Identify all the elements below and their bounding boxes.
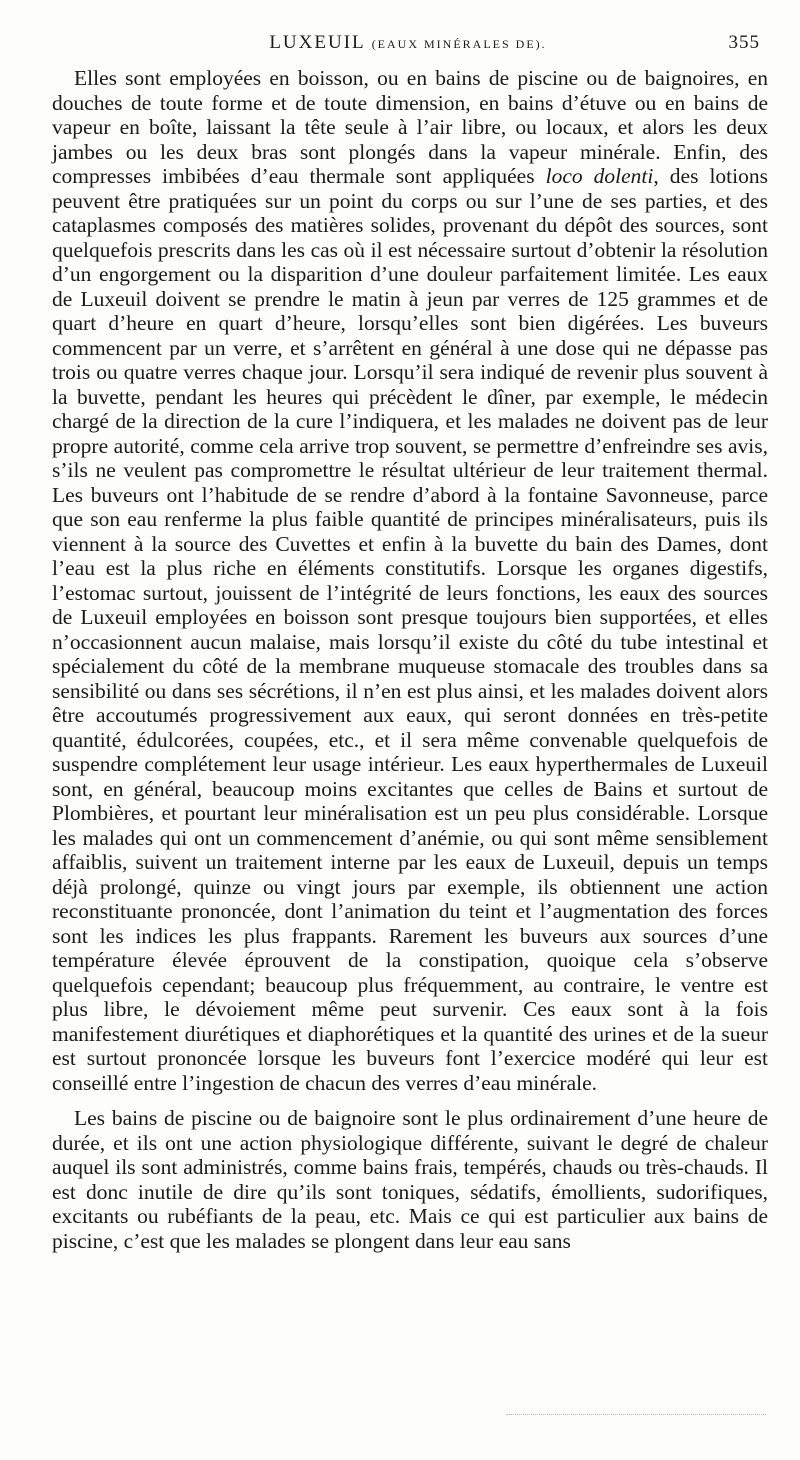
paragraph-1-part-1: Elles sont employées en boisson, ou en bains de piscine ou de baignoires, en douches de toute forme et de toute dimension, en bains d’étuve ou en bains de vapeur en boîte, laissant la tête seule à l’air libre, ou locaux, et alors les deux jambes ou les deux bras sont plongés dans la vapeur minérale. Enfin, des compresses imbibées d’eau thermale sont appliquées <box>52 66 768 188</box>
body-text <box>52 66 768 1253</box>
running-head <box>52 32 764 54</box>
page-number: 355 <box>728 32 760 53</box>
footer-rule <box>506 1414 766 1417</box>
paragraph-1-part-2: , des lotions peuvent être pratiquées sur un point du corps ou sur l’une de ses parties, et des cataplasmes composés des matières solides, provenant du dépôt des sources, sont quelquefois prescrits dans les cas où il est nécessaire surtout d’obtenir la résolution d’un engorgement ou la disparition d’une douleur parfaitement limitée. Les eaux de Luxeuil doivent se prendre le matin à jeun par verres de 125 grammes et de quart d’heure en quart d’heure, lorsqu’elles sont bien digérées. Les buveurs commencent par un verre, et s’arrêtent en général à une dose qui ne dépasse pas trois ou quatre verres chaque jour. Lorsqu’il sera indiqué de revenir plus souvent à la buvette, pendant les heures qui précèdent le dîner, par exemple, le médecin chargé de la direction de la cure l’indiquera, et les malades ne doivent pas de leur propre autorité, comme cela arrive trop souvent, se permettre d’enfreindre ses avis, s’ils ne veulent pas compromettre le résultat ultérieur de leur traitement thermal. Les buveurs ont l’habitude de se rendre d’abord à la fontaine Savonneuse, parce que son eau renferme la plus faible quantité de principes minéralisateurs, puis ils viennent à la source des Cuvettes et enfin à la buvette du bain des Dames, dont l’eau est la plus riche en éléments constitutifs. Lorsque les organes digestifs, l’estomac surtout, jouissent de l’intégrité de leurs fonctions, les eaux des sources de Luxeuil employées en boisson sont presque toujours bien supportées, et elles n’occasionnent aucun malaise, mais lorsqu’il existe du côté du tube intestinal et spécialement du côté de la membrane muqueuse stomacale des troubles dans sa sensibilité ou dans ses sécrétions, il n’en est plus ainsi, et les malades doivent alors être accoutumés progressivement aux eaux, qui seront données en très-petite quantité, édulcorées, coupées, etc., et il sera même convenable quelquefois de suspendre complétement leur usage intérieur. Les eaux hyperthermales de Luxeuil sont, en général, beaucoup moins excitantes que celles de Bains et surtout de Plombières, et pourtant leur minéralisation est un peu plus considérable. Lorsque les malades qui ont un commencement d’anémie, ou qui sont même sensiblement affaiblis, suivent un traitement interne par les eaux de Luxeuil, depuis un temps déjà prolongé, quinze ou vingt jours par exemple, ils obtiennent une action reconstituante prononcée, dont l’animation du teint et l’augmentation des forces sont les indices les plus frappants. Rarement les buveurs aux sources d’une température élevée éprouvent de la constipation, quoique cela s’observe quelquefois cependant; beaucoup plus fréquemment, au contraire, le ventre est plus libre, le dévoiement même peut survenir. Ces eaux sont à la fois manifestement diurétiques et diaphorétiques et la quantité des urines et de la sueur est surtout prononcée lorsque les buveurs font l’exercice modéré qui leur est conseillé entre l’ingestion de chacun des verres d’eau minérale. <box>52 164 768 1095</box>
page-header <box>52 32 764 60</box>
paragraph-1-italic-phrase: loco dolenti <box>545 164 654 188</box>
paragraph-2: Les bains de piscine ou de baignoire sont le plus ordinairement d’une heure de durée, et ils ont une action physiologique différente, suivant le degré de chaleur auquel ils sont administrés, comme bains frais, tempérés, chauds ou très-chauds. Il est donc inutile de dire qu’ils sont toniques, sédatifs, émollients, sudorifiques, excitants ou rubéfiants de la peau, etc. Mais ce qui est particulier aux bains de piscine, c’est que les malades se plongent dans leur eau sans <box>52 1106 768 1253</box>
running-head-subtitle: (EAUX MINÉRALES DE). <box>371 37 547 51</box>
running-head-title: LUXEUIL <box>269 32 365 53</box>
paragraph-1 <box>52 66 768 1095</box>
